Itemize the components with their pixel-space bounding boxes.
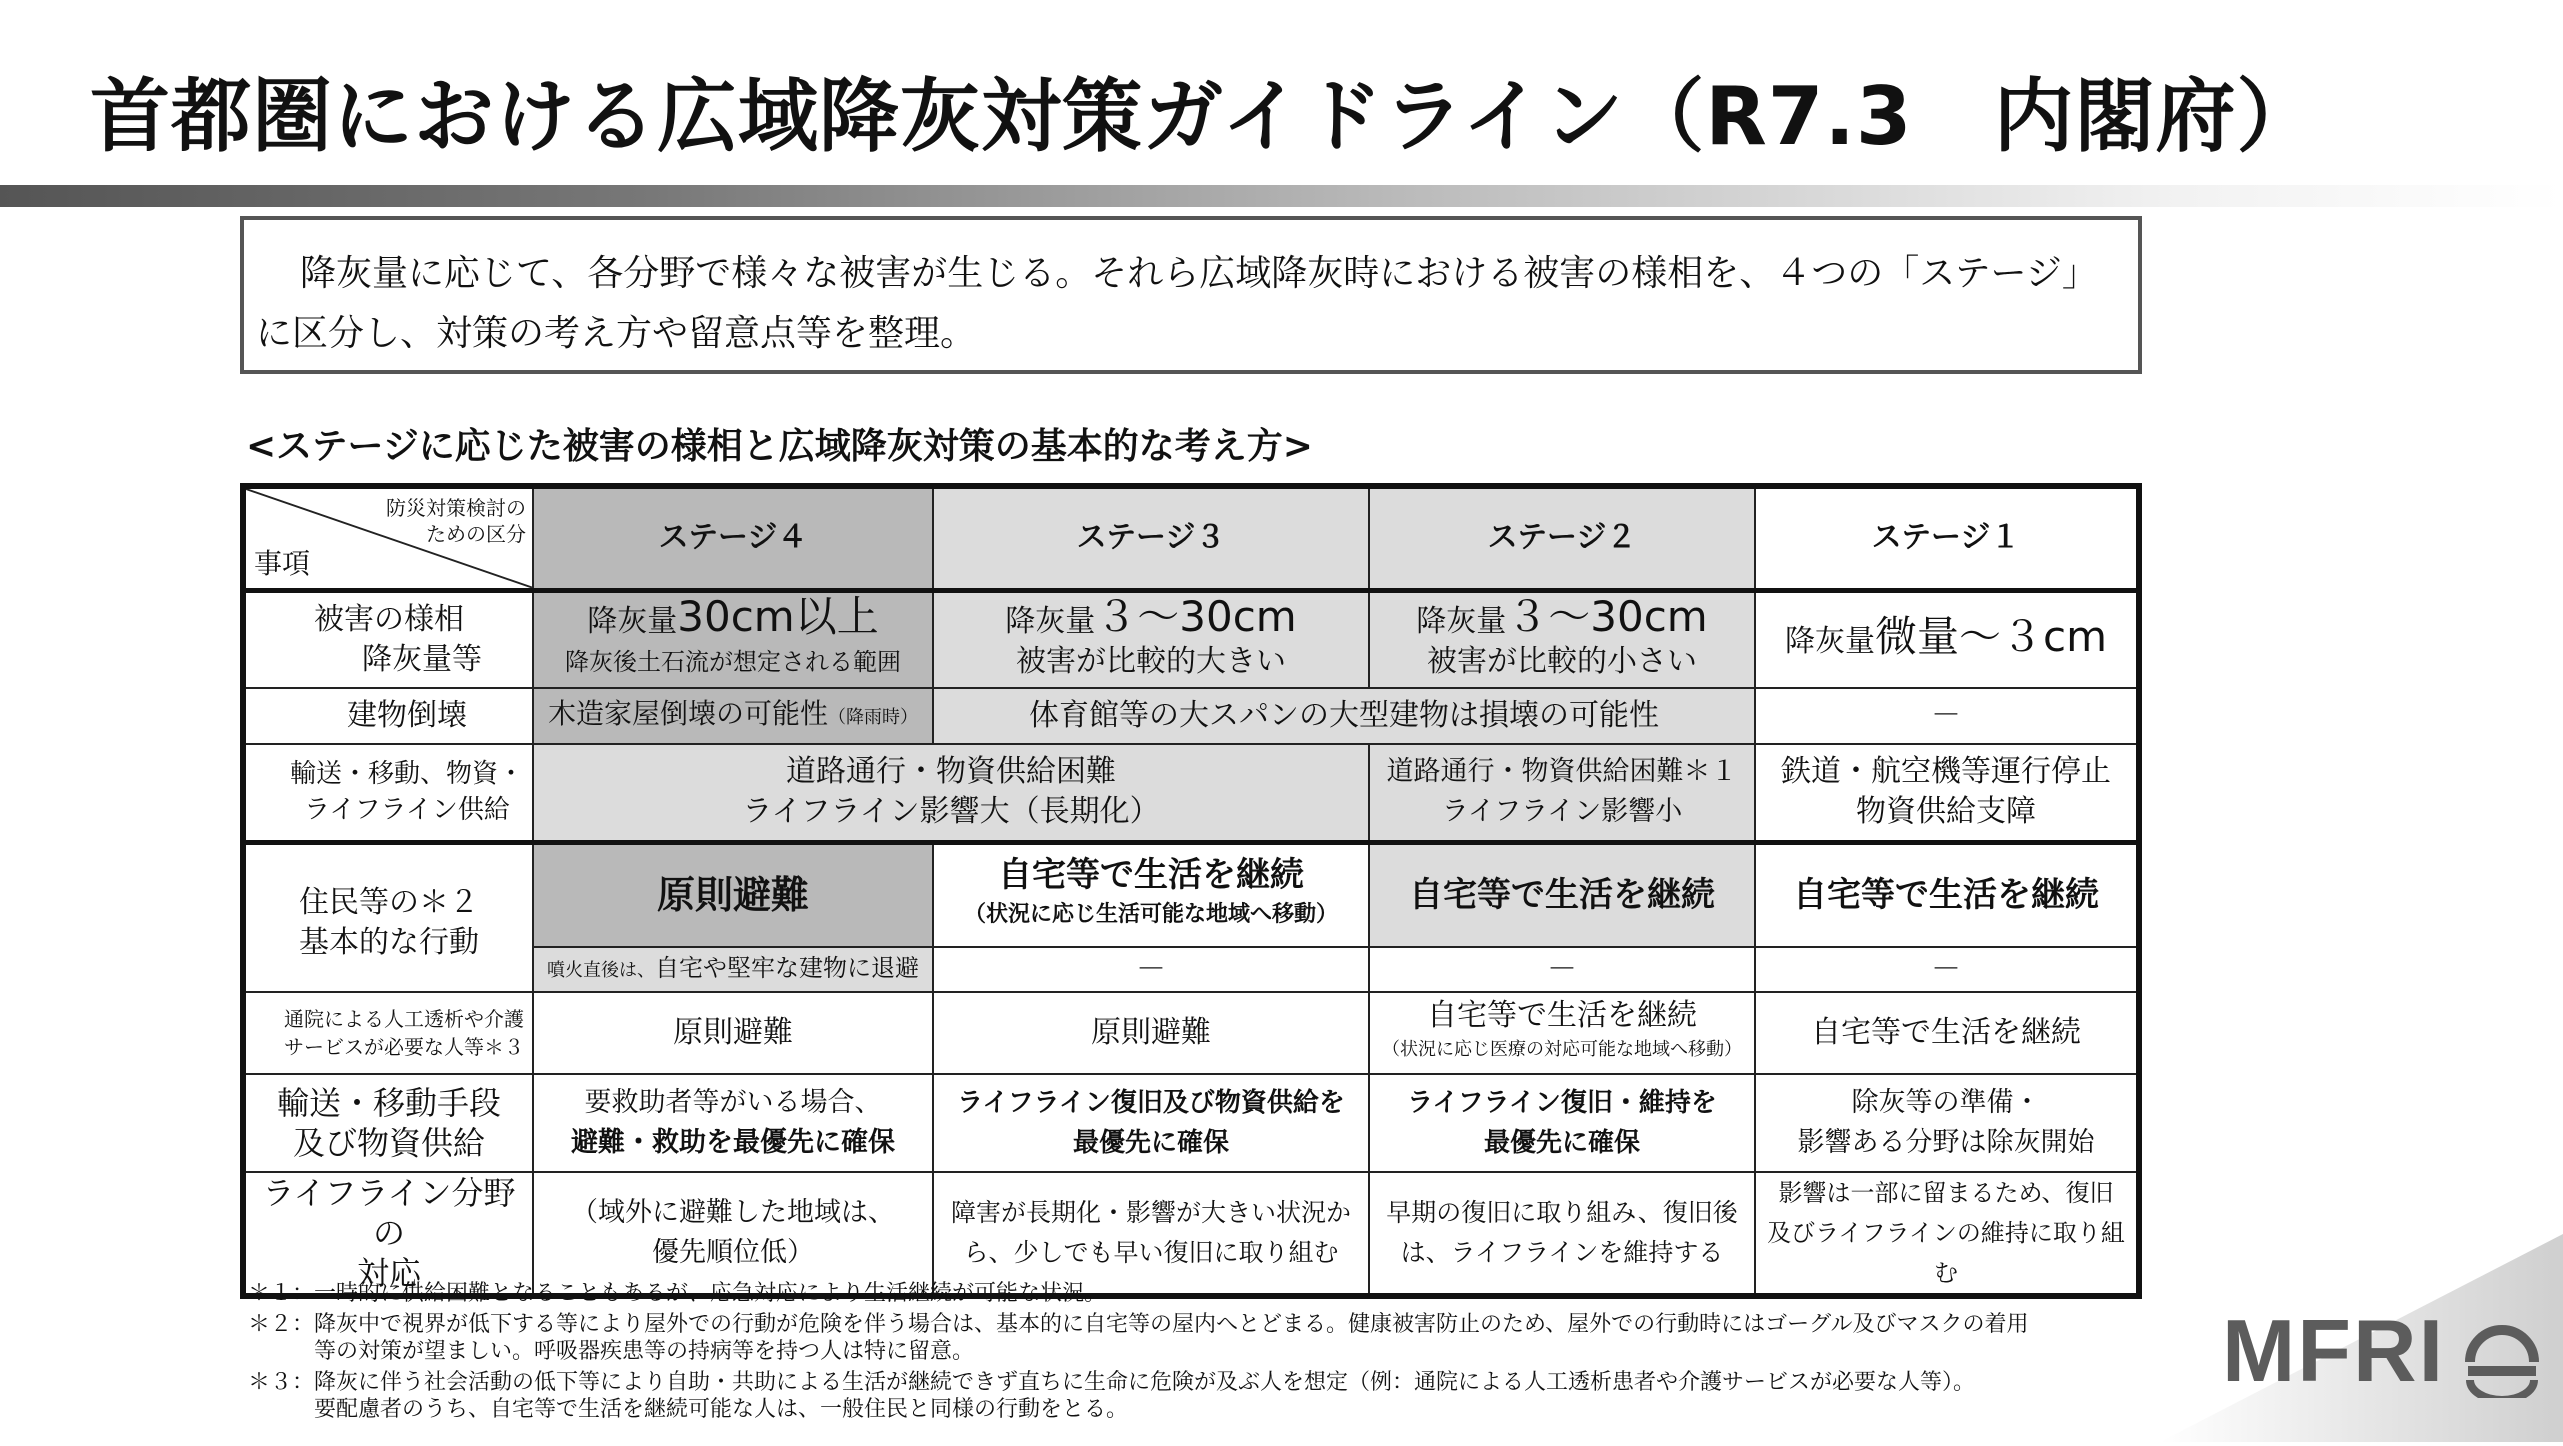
residents-stage-2: 自宅等で生活を継続 — [1369, 842, 1755, 947]
damage-row — [243, 590, 2139, 688]
corner-bottom-label: 事項 — [254, 546, 311, 580]
summary-text: 降灰量に応じて、各分野で様々な被害が生じる。それら広域降灰時における被害の様相を、４つの「ステージ」に区分し、対策の考え方や留意点等を整理。 — [256, 253, 2098, 354]
lifeline-stage-1: 影響は一部に留まるため、復旧 及びライフラインの維持に取り組む — [1755, 1172, 2139, 1296]
care-stage-1: 自宅等で生活を継続 — [1755, 992, 2139, 1074]
care-stage-4: 原則避難 — [533, 992, 933, 1074]
stage-3-header: ステージ３ — [933, 486, 1369, 590]
supply-stage-2: ライフライン復旧・維持を 最優先に確保 — [1369, 1074, 1755, 1172]
care-label: 通院による人工透析や介護 サービスが必要な人等＊３ — [243, 992, 533, 1074]
transport-stage-2: 道路通行・物資供給困難＊１ ライフライン影響小 — [1369, 744, 1755, 842]
lifeline-stage-2: 早期の復旧に取り組み、復旧後 は、ライフラインを維持する — [1369, 1172, 1755, 1296]
residents-stage-3: 自宅等で生活を継続 （状況に応じ生活可能な地域へ移動） — [933, 842, 1369, 947]
supply-stage-3: ライフライン復旧及び物資供給を 最優先に確保 — [933, 1074, 1369, 1172]
lifeline-row — [243, 1172, 2139, 1296]
title-underline-bar — [0, 185, 2563, 207]
building-label: 建物倒壊 — [243, 688, 533, 744]
lifeline-stage-4: （域外に避難した地域は、 優先順位低） — [533, 1172, 933, 1296]
eruption-stage-4: 噴火直後は、自宅や堅牢な建物に退避 — [533, 947, 933, 992]
care-stage-2: 自宅等で生活を継続 （状況に応じ医療の対応可能な地域へ移動） — [1369, 992, 1755, 1074]
residents-stage-4: 原則避難 — [533, 842, 933, 947]
stage-table — [240, 483, 2142, 1299]
footnote-3a: ＊３：降灰に伴う社会活動の低下等により自助・共助による生活が継続できず直ちに生命に危険が及ぶ人を想定（例：通院による人工透析患者や介護サービスが必要な人等）。 — [248, 1370, 1976, 1395]
transport-row — [243, 744, 2139, 842]
stage-2-header: ステージ２ — [1369, 486, 1755, 590]
logo-mark-icon — [2462, 1318, 2542, 1398]
care-row — [243, 992, 2139, 1074]
damage-stage-2: 降灰量３～30cm 被害が比較的小さい — [1369, 590, 1755, 688]
residents-row — [243, 842, 2139, 947]
table-subtitle: <ステージに応じた被害の様相と広域降灰対策の基本的な考え方> — [246, 426, 1313, 467]
residents-stage-1: 自宅等で生活を継続 — [1755, 842, 2139, 947]
transport-stage-4-3: 道路通行・物資供給困難 ライフライン影響大（長期化） — [533, 744, 1369, 842]
eruption-stage-1: － — [1755, 947, 2139, 992]
building-stage-1: － — [1755, 688, 2139, 744]
footnote-3b: 要配慮者のうち、自宅等で生活を継続可能な人は、一般住民と同様の行動をとる。 — [314, 1397, 1129, 1422]
eruption-stage-2: － — [1369, 947, 1755, 992]
damage-label: 被害の様相 降灰量等 — [243, 590, 533, 688]
damage-stage-3: 降灰量３～30cm 被害が比較的大きい — [933, 590, 1369, 688]
mfri-logo: MFRI — [2222, 1301, 2446, 1400]
page-title: 首都圏における広域降灰対策ガイドライン（R7.3 内閣府） — [90, 70, 2318, 163]
supply-stage-4: 要救助者等がいる場合、 避難・救助を最優先に確保 — [533, 1074, 933, 1172]
footnote-2b: 等の対策が望ましい。呼吸器疾患等の持病等を持つ人は特に留意。 — [314, 1339, 975, 1364]
corner-top-label: 防災対策検討の ための区分 — [386, 496, 526, 546]
corner-cell — [243, 486, 533, 590]
lifeline-stage-3: 障害が長期化・影響が大きい状況か ら、少しでも早い復旧に取り組む — [933, 1172, 1369, 1296]
stage-4-header: ステージ４ — [533, 486, 933, 590]
eruption-stage-3: － — [933, 947, 1369, 992]
transport-label: 輸送・移動、物資・ ライフライン供給 — [243, 744, 533, 842]
supply-row — [243, 1074, 2139, 1172]
footnote-2a: ＊２：降灰中で視界が低下する等により屋外での行動が危険を伴う場合は、基本的に自宅等の屋内へとどまる。健康被害防止のため、屋外での行動時にはゴーグル及びマスクの着用 — [248, 1312, 2029, 1337]
residents-label: 住民等の＊２ 基本的な行動 — [243, 842, 533, 992]
footnote-1: ＊１：一時的に供給困難となることもあるが、応急対応により生活継続が可能な状況。 — [248, 1281, 1107, 1306]
transport-stage-1: 鉄道・航空機等運行停止 物資供給支障 — [1755, 744, 2139, 842]
damage-stage-1: 降灰量微量～３cm — [1755, 590, 2139, 688]
summary-box — [240, 216, 2142, 374]
care-stage-3: 原則避難 — [933, 992, 1369, 1074]
building-stage-3-2: 体育館等の大スパンの大型建物は損壊の可能性 — [933, 688, 1755, 744]
supply-label: 輸送・移動手段 及び物資供給 — [243, 1074, 533, 1172]
footnotes — [248, 1280, 2148, 1423]
damage-stage-4: 降灰量30cm以上 降灰後土石流が想定される範囲 — [533, 590, 933, 688]
supply-stage-1: 除灰等の準備・ 影響ある分野は除灰開始 — [1755, 1074, 2139, 1172]
building-stage-4: 木造家屋倒壊の可能性（降雨時） — [533, 688, 933, 744]
lifeline-label: ライフライン分野の 対応 — [243, 1172, 533, 1296]
building-row — [243, 688, 2139, 744]
header-row — [243, 486, 2139, 590]
stage-1-header: ステージ１ — [1755, 486, 2139, 590]
